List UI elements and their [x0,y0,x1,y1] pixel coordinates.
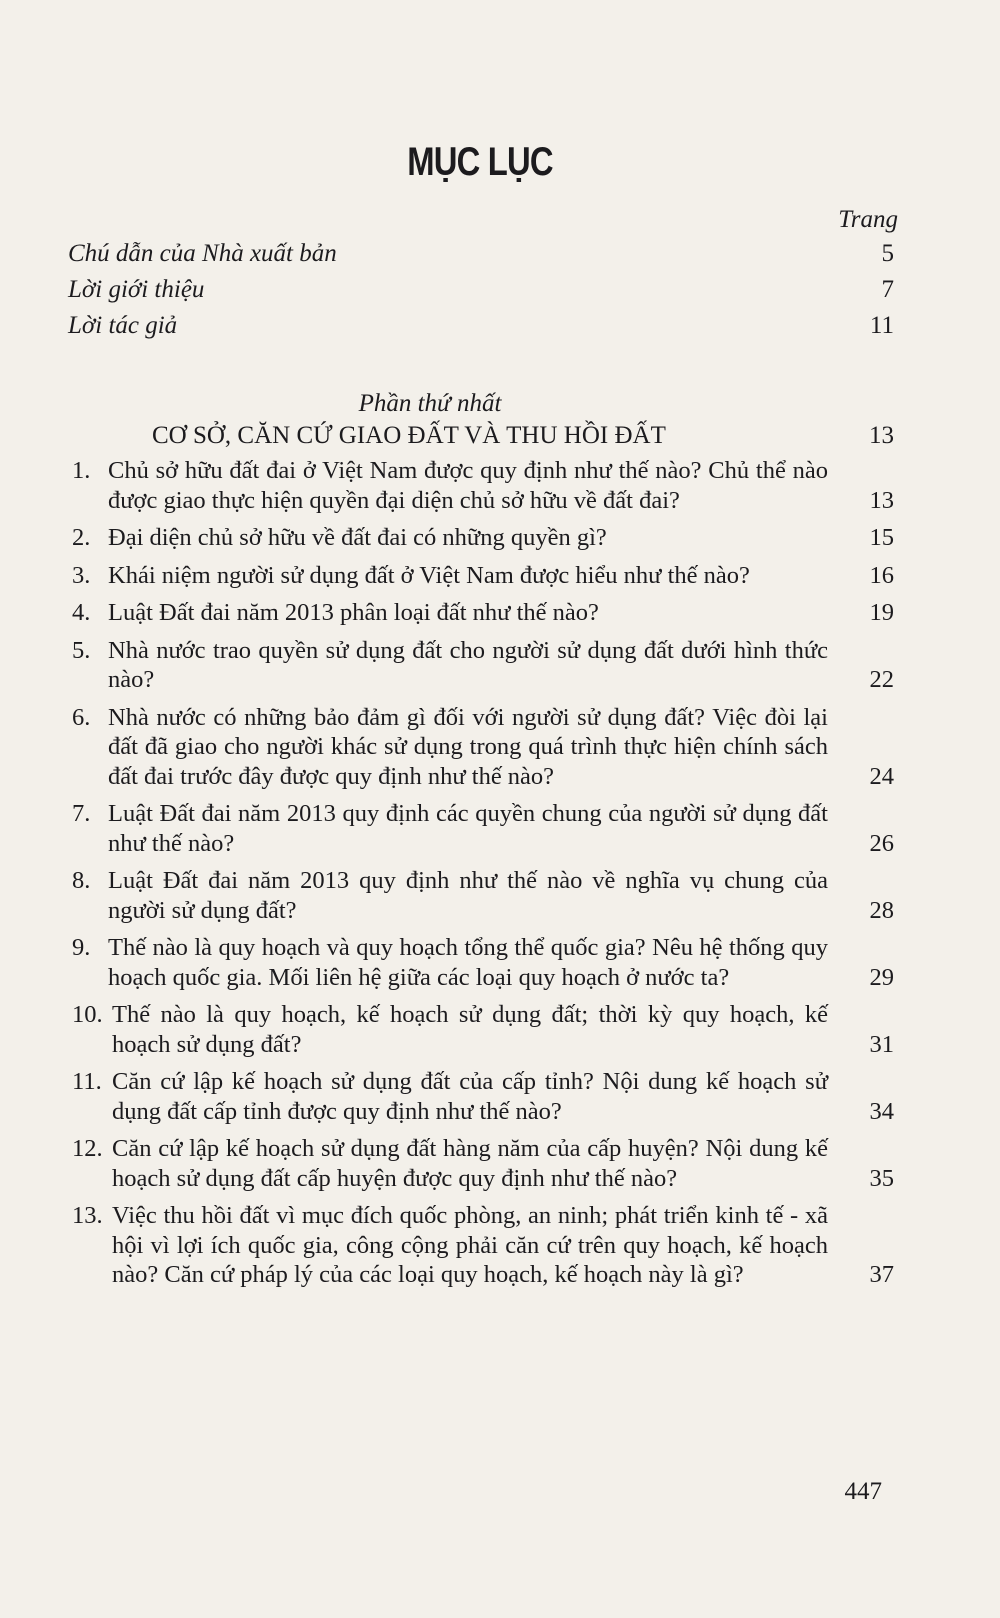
entry-page: 34 [869,1097,894,1125]
toc-entry [72,1134,894,1193]
entry-page: 19 [869,599,894,626]
entry-page: 24 [869,762,894,790]
entry-page: 29 [869,963,894,991]
toc-entries [72,456,894,1298]
entry-page: 22 [869,666,894,693]
toc-entry [72,456,894,515]
toc-entry [72,598,894,628]
entry-number: 12. [72,1135,103,1162]
part-title: CƠ SỞ, CĂN CỨ GIAO ĐẤT VÀ THU HỒI ĐẤT [152,422,666,449]
toc-entry [72,636,894,695]
entry-number: 4. [72,599,91,626]
entry-number: 3. [72,561,91,589]
entry-number: 7. [72,800,91,827]
page-number: 447 [844,1478,882,1505]
entry-text: Thế nào là quy hoạch và quy hoạch tổng thể quốc gia? Nêu hệ thống quy hoạch quốc gia. Mối liên hệ giữa các loại quy hoạch ở nước ta? [108,934,828,991]
toc-entry [72,703,894,792]
front-matter-page: 5 [881,240,894,267]
page-column-header: Trang [838,206,898,233]
entry-page: 13 [869,486,894,514]
entry-text: Khái niệm người sử dụng đất ở Việt Nam được hiểu như thế nào? [108,561,750,589]
entry-text: Căn cứ lập kế hoạch sử dụng đất của cấp tỉnh? Nội dung kế hoạch sử dụng đất cấp tỉnh được quy định như thế nào? [112,1068,828,1125]
toc-entry [72,866,894,925]
entry-page: 31 [869,1030,894,1058]
front-matter-item [68,312,894,348]
part-label: Phần thứ nhất [358,390,502,417]
toc-entry [72,1201,894,1290]
entry-page: 16 [869,561,894,589]
entry-text: Luật Đất đai năm 2013 quy định các quyền chung của người sử dụng đất như thế nào? [108,800,828,857]
front-matter-label: Chú dẫn của Nhà xuất bản [68,240,337,267]
page-title: MỤC LỤC [407,140,553,184]
toc-entry [72,799,894,858]
entry-page: 15 [869,524,894,551]
entry-text: Căn cứ lập kế hoạch sử dụng đất hàng năm của cấp huyện? Nội dung kế hoạch sử dụng đất cấp huyện được quy định như thế nào? [112,1135,828,1192]
entry-page: 28 [869,896,894,924]
entry-text: Nhà nước trao quyền sử dụng đất cho người sử dụng đất dưới hình thức nào? [108,636,828,693]
front-matter-page: 11 [869,312,894,339]
front-matter-item [68,240,894,276]
entry-number: 11. [72,1068,102,1095]
entry-page: 35 [869,1164,894,1192]
entry-text: Luật Đất đai năm 2013 phân loại đất như thế nào? [108,599,599,626]
front-matter-label: Lời tác giả [68,312,178,339]
front-matter-page: 7 [881,276,894,303]
entry-number: 8. [72,867,91,894]
toc-entry [72,523,894,553]
front-matter-item [68,276,894,312]
entry-text: Thế nào là quy hoạch, kế hoạch sử dụng đất; thời kỳ quy hoạch, kế hoạch sử dụng đất? [112,1001,828,1058]
entry-number: 2. [72,524,91,551]
entry-number: 9. [72,934,91,961]
toc-entry [72,1067,894,1126]
entry-page: 37 [869,1261,894,1288]
front-matter-list [68,240,894,348]
entry-text: Luật Đất đai năm 2013 quy định như thế nào về nghĩa vụ chung của người sử dụng đất? [108,867,828,924]
entry-number: 13. [72,1202,103,1229]
entry-number: 10. [72,1001,103,1028]
part-heading [0,422,894,458]
entry-text: Nhà nước có những bảo đảm gì đối với người sử dụng đất? Việc đòi lại đất đã giao cho người khác sử dụng trong quá trình thực hiện chính sách đất đai trước đây được quy định như thế nào? [108,703,828,790]
toc-entry [72,561,894,591]
toc-entry [72,1000,894,1059]
front-matter-label: Lời giới thiệu [68,276,205,303]
entry-text: Chủ sở hữu đất đai ở Việt Nam được quy định như thế nào? Chủ thể nào được giao thực hiện quyền đại diện chủ sở hữu về đất đai? [108,457,828,514]
part-page: 13 [869,422,894,449]
entry-number: 6. [72,703,91,731]
entry-text: Đại diện chủ sở hữu về đất đai có những quyền gì? [108,524,607,551]
toc-entry [72,933,894,992]
entry-number: 1. [72,457,91,484]
entry-number: 5. [72,636,91,664]
entry-text: Việc thu hồi đất vì mục đích quốc phòng, an ninh; phát triển kinh tế - xã hội vì lợi ích quốc gia, công cộng phải căn cứ trên quy hoạch, kế hoạch nào? Căn cứ pháp lý của các loại quy hoạch, kế hoạch này là gì? [112,1202,828,1288]
entry-page: 26 [869,829,894,857]
